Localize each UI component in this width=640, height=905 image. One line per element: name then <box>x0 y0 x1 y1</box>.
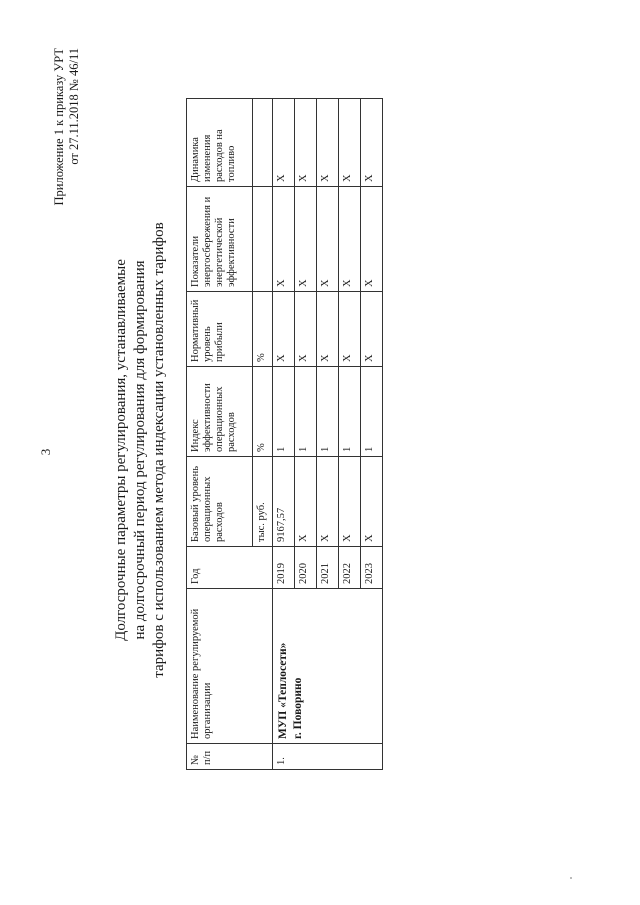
cell-profit: X <box>273 292 295 367</box>
scan-speck <box>570 877 572 879</box>
cell-year: 2021 <box>317 547 339 589</box>
unit-fuel-empty <box>253 99 273 187</box>
cell-fuel: X <box>339 99 361 187</box>
cell-energy: X <box>361 187 383 292</box>
cell-index: 1 <box>295 367 317 457</box>
header-efficiency-index: Индекс эффективности операционных расходов <box>187 367 253 457</box>
header-num: № п/п <box>187 744 273 770</box>
cell-fuel: X <box>273 99 295 187</box>
cell-profit: X <box>317 292 339 367</box>
cell-base: X <box>317 457 339 547</box>
page-number: 3 <box>38 448 53 456</box>
org-name-line-2: г. Поворино <box>292 677 304 739</box>
header-energy-saving: Показатели энергосбережения и энергетической эффективности <box>187 187 253 292</box>
cell-profit: X <box>339 292 361 367</box>
cell-index: 1 <box>339 367 361 457</box>
title-line-3: тарифов с использованием метода индексации установленных тарифов <box>151 222 167 678</box>
header-fuel-dynamics: Динамика изменения расходов на топливо <box>187 99 253 187</box>
title-line-2: на долгосрочный период регулирования для формирования <box>132 260 148 640</box>
cell-energy: X <box>273 187 295 292</box>
header-row <box>187 99 253 770</box>
cell-base: X <box>361 457 383 547</box>
cell-fuel: X <box>295 99 317 187</box>
cell-energy: X <box>295 187 317 292</box>
cell-index: 1 <box>361 367 383 457</box>
title-line-1: Долгосрочные параметры регулирования, устанавливаемые <box>113 259 129 641</box>
unit-base: тыс. руб. <box>253 457 273 547</box>
row-number: 1. <box>273 744 383 770</box>
unit-profit: % <box>253 292 273 367</box>
table-row <box>273 99 295 770</box>
header-base-opex: Базовый уровень операционных расходов <box>187 457 253 547</box>
cell-year: 2022 <box>339 547 361 589</box>
header-profit-level: Нормативный уровень прибыли <box>187 292 253 367</box>
cell-fuel: X <box>361 99 383 187</box>
header-year: Год <box>187 547 273 589</box>
unit-energy-empty <box>253 187 273 292</box>
cell-index: 1 <box>273 367 295 457</box>
cell-profit: X <box>361 292 383 367</box>
regulation-parameters-table <box>186 98 383 770</box>
org-name-line-1: МУП «Теплосети» <box>277 642 289 739</box>
header-org: Наименование регулируемой организации <box>187 589 273 744</box>
cell-year: 2019 <box>273 547 295 589</box>
cell-year: 2020 <box>295 547 317 589</box>
document-title <box>112 210 169 690</box>
cell-index: 1 <box>317 367 339 457</box>
cell-base: X <box>339 457 361 547</box>
cell-fuel: X <box>317 99 339 187</box>
annex-reference <box>52 48 82 208</box>
annex-line-1: Приложение 1 к приказу УРТ <box>52 48 66 206</box>
unit-index: % <box>253 367 273 457</box>
cell-profit: X <box>295 292 317 367</box>
cell-base: X <box>295 457 317 547</box>
cell-base: 9167,57 <box>273 457 295 547</box>
cell-energy: X <box>339 187 361 292</box>
organization-name <box>273 589 383 744</box>
cell-year: 2023 <box>361 547 383 589</box>
cell-energy: X <box>317 187 339 292</box>
annex-line-2: от 27.11.2018 № 46/11 <box>67 48 81 165</box>
